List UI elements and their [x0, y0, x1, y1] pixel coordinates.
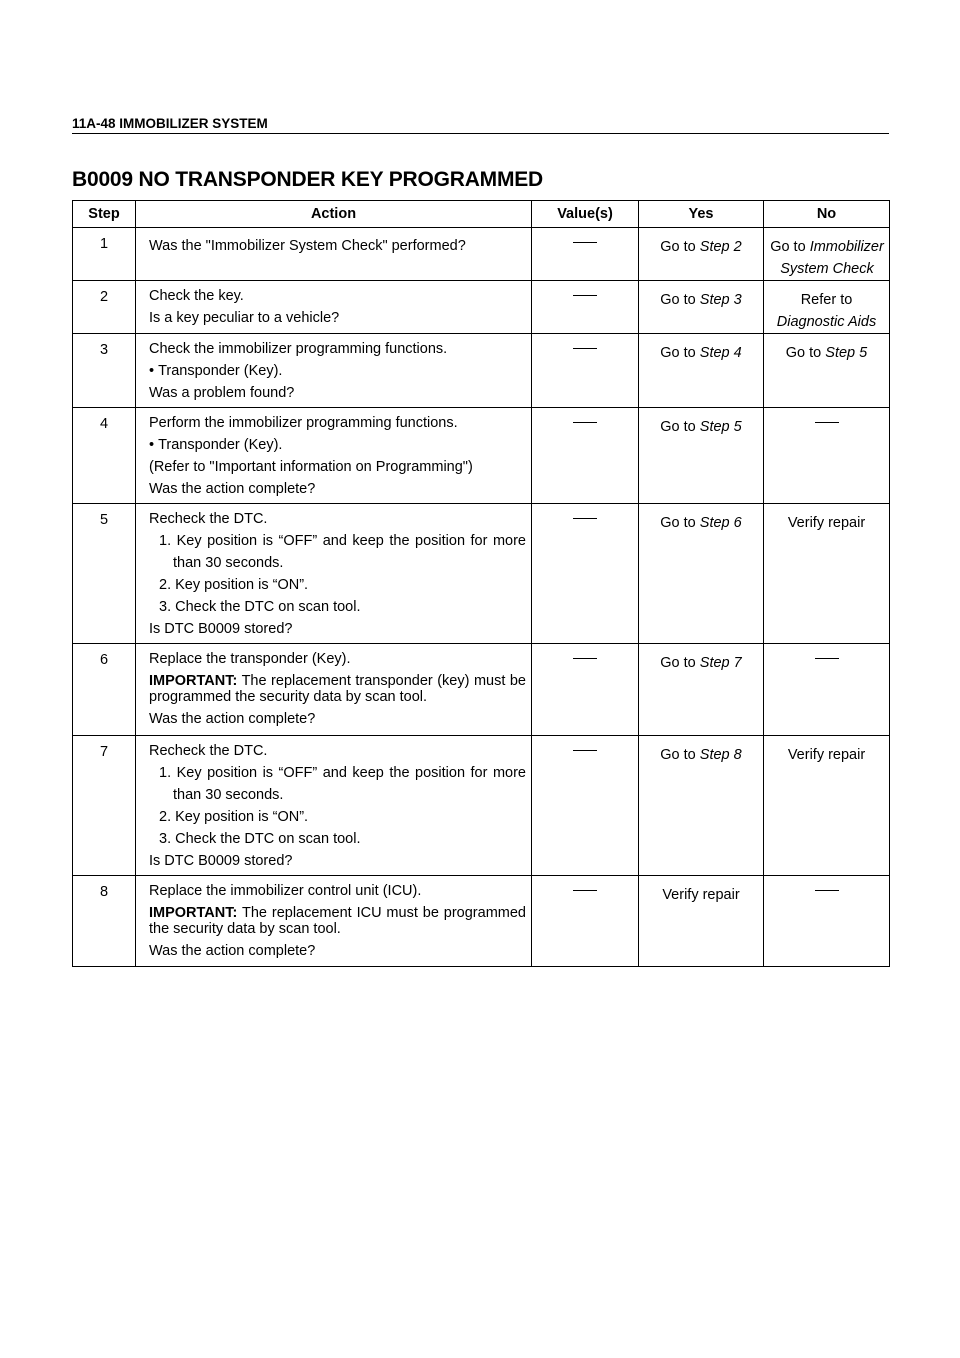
yes-cell [639, 876, 764, 967]
yes-prefix: Go to [660, 419, 700, 435]
action-cell [136, 334, 532, 408]
step-number: 7 [73, 736, 136, 876]
action-cell [136, 876, 532, 967]
no-text: Verify repair [787, 515, 866, 531]
important-text: The replacement transponder (key) must be programmed the security data by scan tool. [149, 673, 526, 705]
action-line: Was the "Immobilizer System Check" performed? [149, 238, 466, 254]
dash-mark [573, 422, 597, 423]
yes-cell [639, 281, 764, 334]
action-line: Recheck the DTC. [149, 511, 268, 527]
yes-prefix: Go to [660, 345, 700, 361]
no-prefix: Go to [770, 239, 810, 255]
yes-prefix: Go to [660, 292, 700, 308]
step-number: 4 [73, 408, 136, 504]
action-line: (Refer to "Important information on Programming") [149, 459, 473, 475]
dash-mark [815, 422, 839, 423]
yes-step-ref: Step 6 [699, 515, 742, 531]
important-note [149, 905, 526, 937]
step-number: 2 [73, 281, 136, 334]
step-number: 8 [73, 876, 136, 967]
yes-cell [639, 334, 764, 408]
dash-mark [573, 658, 597, 659]
action-line: Was the action complete? [149, 481, 316, 497]
yes-step-ref: Step 7 [699, 655, 742, 671]
action-line: Is a key peculiar to a vehicle? [149, 310, 340, 326]
table-row [73, 736, 890, 876]
action-line: Was the action complete? [149, 943, 316, 959]
step-number: 5 [73, 504, 136, 644]
dash-mark [573, 348, 597, 349]
yes-cell [639, 736, 764, 876]
yes-prefix: Go to [660, 655, 700, 671]
table-row [73, 644, 890, 736]
yes-cell [639, 504, 764, 644]
no-ref: Step 5 [825, 345, 868, 361]
action-line: Check the key. [149, 288, 244, 304]
action-bullet: • Transponder (Key). [149, 360, 526, 382]
yes-step-ref: Step 3 [699, 292, 742, 308]
page-title: B0009 NO TRANSPONDER KEY PROGRAMMED [72, 168, 544, 191]
dash-mark [815, 658, 839, 659]
important-text: The replacement ICU must be programmed the security data by scan tool. [149, 905, 526, 937]
no-cell [764, 644, 890, 736]
column-header-no: No [764, 201, 890, 228]
action-cell [136, 408, 532, 504]
column-header-action: Action [136, 201, 532, 228]
column-header-values: Value(s) [532, 201, 639, 228]
value-cell [532, 334, 639, 408]
action-bullet: • Transponder (Key). [149, 434, 526, 456]
no-text: Verify repair [787, 747, 866, 763]
dash-mark [573, 750, 597, 751]
action-cell [136, 504, 532, 644]
no-cell [764, 876, 890, 967]
step-number: 6 [73, 644, 136, 736]
table-row [73, 228, 890, 281]
action-line: Recheck the DTC. [149, 743, 268, 759]
important-label: IMPORTANT: [149, 905, 238, 921]
value-cell [532, 736, 639, 876]
yes-step-ref: Step 2 [699, 239, 742, 255]
table-row [73, 408, 890, 504]
action-line: Is DTC B0009 stored? [149, 853, 293, 869]
action-cell [136, 281, 532, 334]
table-row [73, 334, 890, 408]
action-line: Check the immobilizer programming functions. [149, 341, 448, 357]
value-cell [532, 644, 639, 736]
no-cell [764, 228, 890, 281]
no-cell [764, 408, 890, 504]
action-numbered-item: 1. Key position is “OFF” and keep the position for more than 30 seconds. [159, 533, 526, 571]
action-line: Replace the immobilizer control unit (ICU). [149, 883, 422, 899]
table-row [73, 281, 890, 334]
value-cell [532, 876, 639, 967]
yes-step-ref: Step 4 [699, 345, 742, 361]
important-label: IMPORTANT: [149, 673, 238, 689]
dash-mark [573, 890, 597, 891]
yes-step-ref: Step 8 [699, 747, 742, 763]
yes-prefix: Go to [660, 515, 700, 531]
table-row [73, 504, 890, 644]
yes-cell [639, 644, 764, 736]
yes-cell [639, 408, 764, 504]
no-ref: Immobilizer System Check [780, 239, 884, 277]
dash-mark [815, 890, 839, 891]
dash-mark [573, 518, 597, 519]
action-line: Is DTC B0009 stored? [149, 621, 293, 637]
value-cell [532, 281, 639, 334]
column-header-yes: Yes [639, 201, 764, 228]
action-cell [136, 644, 532, 736]
diagnostic-table [72, 200, 890, 967]
important-note [149, 673, 526, 705]
column-header-step: Step [73, 201, 136, 228]
yes-cell [639, 228, 764, 281]
value-cell [532, 504, 639, 644]
yes-step-ref: Step 5 [699, 419, 742, 435]
dash-mark [573, 295, 597, 296]
action-numbered-item: 2. Key position is “ON”. [159, 809, 309, 825]
action-numbered-item: 2. Key position is “ON”. [159, 577, 309, 593]
dash-mark [573, 242, 597, 243]
value-cell [532, 228, 639, 281]
value-cell [532, 408, 639, 504]
step-number: 3 [73, 334, 136, 408]
action-line: Replace the transponder (Key). [149, 651, 351, 667]
table-header-row [73, 201, 890, 228]
action-numbered-item: 3. Check the DTC on scan tool. [159, 831, 361, 847]
page-header-text: 11A-48 IMMOBILIZER SYSTEM [72, 116, 268, 131]
action-line: Was the action complete? [149, 711, 316, 727]
yes-prefix: Go to [660, 747, 700, 763]
action-numbered-item: 3. Check the DTC on scan tool. [159, 599, 361, 615]
page-header [72, 116, 889, 134]
no-prefix: Go to [785, 345, 826, 361]
no-cell [764, 281, 890, 334]
no-cell [764, 504, 890, 644]
action-cell [136, 228, 532, 281]
action-line: Perform the immobilizer programming functions. [149, 415, 458, 431]
no-prefix: Refer to [800, 292, 853, 308]
action-cell [136, 736, 532, 876]
yes-text: Verify repair [662, 887, 740, 903]
no-cell [764, 736, 890, 876]
action-line: Was a problem found? [149, 385, 295, 401]
action-numbered-item: 1. Key position is “OFF” and keep the position for more than 30 seconds. [159, 765, 526, 803]
no-cell [764, 334, 890, 408]
yes-prefix: Go to [660, 239, 700, 255]
table-row [73, 876, 890, 967]
no-ref: Diagnostic Aids [776, 314, 877, 330]
step-number: 1 [73, 228, 136, 281]
